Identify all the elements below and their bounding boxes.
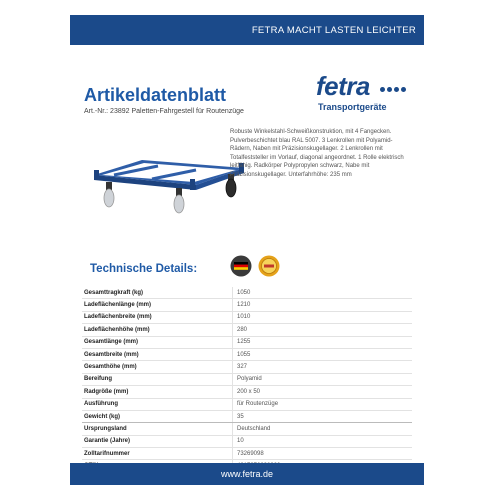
spec-key: Bereifung <box>84 376 113 383</box>
spec-row <box>82 349 412 361</box>
spec-row <box>82 386 412 398</box>
spec-value: 200 x 50 <box>232 386 412 397</box>
spec-key: Ladeflächenhöhe (mm) <box>84 326 150 333</box>
spec-value: 1255 <box>232 337 412 348</box>
spec-key: Zolltarifnummer <box>84 450 130 457</box>
spec-row <box>82 337 412 349</box>
footer-url[interactable]: www.fetra.de <box>220 469 274 479</box>
logo-dots-icon <box>380 87 406 92</box>
technical-details-heading: Technische Details: <box>90 263 198 275</box>
article-number: Art.-Nr.: 23892 Paletten-Fahrgestell für Routenzüge <box>84 108 244 115</box>
spec-row <box>82 423 412 435</box>
quality-badge-icon <box>258 255 280 277</box>
spec-value: 35 <box>232 411 412 422</box>
product-description: Robuste Winkelstahl-Schweißkonstruktion, mit 4 Fangecken. Pulverbeschichtet blau RAL 5007. 3 Lenkrollen mit Polyamid-Rädern, Naben mit Präzisionskugellager. 2 Lenkrollen mit Totalfeststeller im Vorlauf, diagonal angeordnet. 1 Rolle elektrisch leitfähig. Radkörper Polypropylen schwarz, Nabe mit Präzisionskugellager. Unterfahrhöhe: 235 mm <box>230 129 404 178</box>
spec-key: Ladeflächenbreite (mm) <box>84 314 152 321</box>
spec-row <box>82 324 412 336</box>
spec-value: 1050 <box>232 287 412 298</box>
spec-key: Radgröße (mm) <box>84 388 129 395</box>
spec-row <box>82 361 412 373</box>
spec-key: Ausführung <box>84 401 118 408</box>
spec-value: 73269098 <box>232 448 412 459</box>
made-in-germany-badge-icon <box>230 255 252 277</box>
spec-row <box>82 399 412 411</box>
spec-row <box>82 287 412 299</box>
spec-value: 1210 <box>232 299 412 310</box>
spec-key: Ladeflächenlänge (mm) <box>84 302 152 309</box>
spec-row <box>82 448 412 460</box>
spec-row <box>82 312 412 324</box>
logo-subtitle: Transportgeräte <box>318 102 387 112</box>
spec-value: 327 <box>232 361 412 372</box>
footer-bar <box>70 463 424 485</box>
spec-key: Gesamtlänge (mm) <box>84 339 139 346</box>
spec-value: für Routenzüge <box>232 399 412 410</box>
specs-table <box>82 287 412 473</box>
document-title: Artikeldatenblatt <box>84 85 227 105</box>
spec-value: Polyamid <box>232 374 412 385</box>
spec-value: Deutschland <box>232 423 412 434</box>
fetra-logo <box>316 73 416 123</box>
datasheet-page <box>70 15 424 485</box>
spec-row <box>82 411 412 423</box>
header-bar <box>70 15 424 45</box>
spec-value: 1055 <box>232 349 412 360</box>
spec-key: Gesamthöhe (mm) <box>84 364 137 371</box>
wheel-icon <box>104 182 114 207</box>
spec-key: Ursprungsland <box>84 425 127 432</box>
spec-value: 1010 <box>232 312 412 323</box>
spec-value: 10 <box>232 436 412 447</box>
spec-key: Gesamttragkraft (kg) <box>84 289 144 296</box>
spec-value: 280 <box>232 324 412 335</box>
spec-key: Garantie (Jahre) <box>84 438 131 445</box>
header-slogan: FETRA MACHT LASTEN LEICHTER <box>251 24 416 36</box>
spec-row <box>82 436 412 448</box>
spec-row <box>82 374 412 386</box>
logo-wordmark: fetra <box>316 71 370 101</box>
spec-row <box>82 299 412 311</box>
spec-key: Gewicht (kg) <box>84 413 121 420</box>
product-image <box>92 130 252 220</box>
spec-key: Gesamtbreite (mm) <box>84 351 139 358</box>
